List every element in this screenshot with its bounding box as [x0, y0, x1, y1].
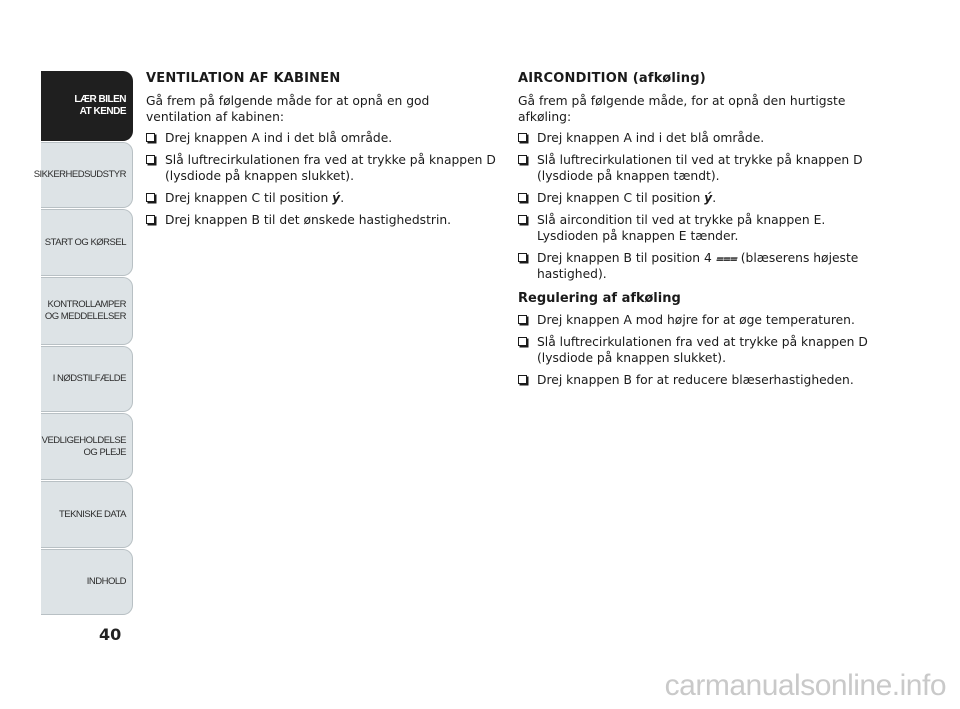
tab-sikkerhedsudstyr[interactable]: [33, 142, 133, 208]
list-item: [146, 130, 498, 146]
list-item: [146, 212, 498, 228]
list-item: Drej knappen C til position ý.: [518, 190, 873, 206]
checkbox-bullet-icon: [518, 215, 527, 224]
tab-label: I NØDSTILFÆLDE: [52, 373, 126, 384]
checkbox-bullet-icon: [518, 193, 527, 202]
subheading: Regulering af afkøling: [518, 291, 681, 306]
fan-max-icon: ⩶: [715, 251, 737, 265]
item-text: Drej knappen A mod højre for at øge temperaturen.: [537, 313, 855, 327]
item-text: Slå aircondition til ved at trykke på knappen E. Lysdioden på knappen E tænder.: [537, 213, 826, 243]
list-item: [518, 212, 873, 244]
position-symbol-icon: ý: [332, 191, 341, 205]
intro-text: Gå frem på følgende måde for at opnå en god ventilation af kabinen:: [146, 94, 430, 124]
right-column: [518, 71, 873, 394]
checkbox-bullet-icon: [146, 133, 155, 142]
item-text: Slå luftrecirkulationen fra ved at trykke på knappen D (lysdiode på knappen slukket).: [537, 335, 868, 365]
watermark: carmanualsonline.info: [664, 669, 946, 702]
tab-label: VEDLIGEHOLDELSE OG PLEJE: [41, 434, 126, 458]
item-text: Drej knappen A ind i det blå område.: [537, 131, 765, 145]
checkbox-bullet-icon: [518, 133, 527, 142]
tab-laer-bilen-at-kende[interactable]: [41, 71, 133, 141]
tab-i-nodstilfaelde[interactable]: [41, 346, 133, 412]
left-column: [146, 71, 498, 234]
intro-text: Gå frem på følgende måde, for at opnå den hurtigste afkøling:: [518, 94, 846, 124]
bullet-list: [146, 130, 498, 228]
item-text: Drej knappen B til position 4: [537, 251, 712, 265]
bullet-list: [518, 130, 873, 282]
item-text: Slå luftrecirkulationen fra ved at trykke på knappen D (lysdiode på knappen slukket).: [165, 153, 496, 183]
list-item: [518, 152, 873, 184]
position-symbol-icon: ý: [704, 191, 713, 205]
tab-label: TEKNISKE DATA: [58, 508, 126, 520]
tab-label: LÆR BILEN AT KENDE: [74, 94, 126, 117]
list-item: [518, 130, 873, 146]
list-item: [518, 372, 873, 388]
page-number: 40: [99, 625, 122, 644]
checkbox-bullet-icon: [146, 155, 155, 164]
item-text: Slå luftrecirkulationen til ved at trykke på knappen D (lysdiode på knappen tændt).: [537, 153, 863, 183]
item-text: Drej knappen B til det ønskede hastighedstrin.: [165, 213, 452, 227]
checkbox-bullet-icon: [146, 193, 155, 202]
list-item: [518, 312, 873, 328]
tab-tekniske-data[interactable]: [41, 481, 133, 548]
item-text: Drej knappen C til position: [165, 191, 329, 205]
item-text: (blæserens højeste hastighed).: [537, 251, 859, 281]
list-item: [518, 250, 873, 282]
tab-label: INDHOLD: [86, 576, 126, 587]
tab-label: START OG KØRSEL: [44, 236, 126, 248]
tab-label: SIKKERHEDSUDSTYR: [33, 169, 126, 180]
list-item: [518, 334, 873, 366]
checkbox-bullet-icon: [518, 315, 527, 324]
tab-indhold[interactable]: [41, 549, 133, 615]
list-item: [146, 152, 498, 184]
bullet-list: [518, 312, 873, 388]
checkbox-bullet-icon: [518, 337, 527, 346]
list-item: Drej knappen C til position ý.: [146, 190, 498, 206]
section-heading: AIRCONDITION (afkøling): [518, 71, 706, 86]
tab-vedligeholdelse[interactable]: [41, 413, 133, 480]
checkbox-bullet-icon: [518, 155, 527, 164]
checkbox-bullet-icon: [146, 215, 155, 224]
checkbox-bullet-icon: [518, 375, 527, 384]
tab-label: KONTROLLAMPER OG MEDDELELSER: [44, 299, 126, 322]
tab-start-og-korsel[interactable]: [41, 209, 133, 276]
item-text: Drej knappen C til position: [537, 191, 701, 205]
item-text: Drej knappen B for at reducere blæserhastigheden.: [537, 373, 854, 387]
section-heading: VENTILATION AF KABINEN: [146, 71, 341, 86]
checkbox-bullet-icon: [518, 253, 527, 262]
item-text: Drej knappen A ind i det blå område.: [165, 131, 393, 145]
tab-kontrollamper[interactable]: [41, 277, 133, 345]
